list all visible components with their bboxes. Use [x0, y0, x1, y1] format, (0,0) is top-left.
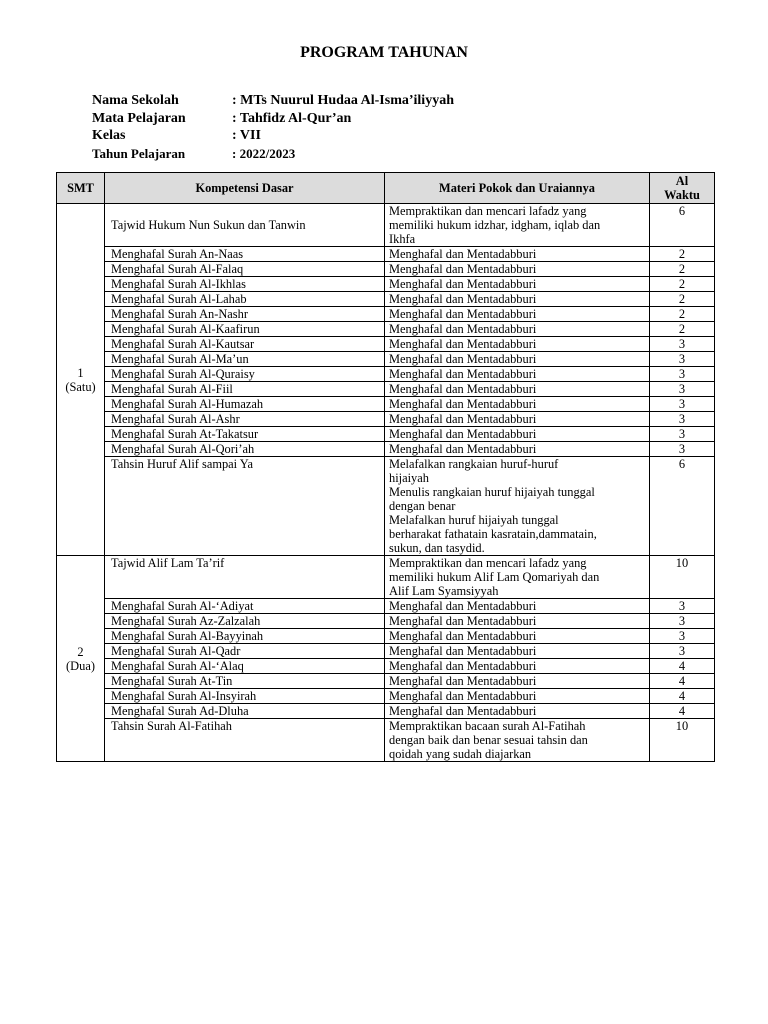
materi-cell — [385, 292, 650, 307]
kompetensi-dasar-cell: Menghafal Surah Al-Lahab — [105, 292, 385, 307]
materi-cell — [385, 397, 650, 412]
waktu-cell: 2 — [650, 292, 715, 307]
kompetensi-dasar-cell: Menghafal Surah Al-Ashr — [105, 412, 385, 427]
waktu-cell: 6 — [650, 457, 715, 556]
materi-cell — [385, 629, 650, 644]
materi-line: Menghafal dan Mentadabburi — [389, 322, 537, 336]
waktu-cell: 6 — [650, 204, 715, 247]
program-table — [56, 172, 715, 762]
table-row — [57, 599, 715, 614]
table-row — [57, 556, 715, 599]
waktu-cell: 10 — [650, 556, 715, 599]
table-body — [57, 204, 715, 762]
materi-line: hijaiyah — [389, 471, 429, 485]
kompetensi-dasar-cell: Tajwid Hukum Nun Sukun dan Tanwin — [105, 204, 385, 247]
table-row — [57, 367, 715, 382]
meta-label: Tahun Pelajaran — [92, 145, 186, 161]
document-meta — [92, 92, 454, 162]
kompetensi-dasar-cell: Menghafal Surah Al-Kautsar — [105, 337, 385, 352]
meta-row-class — [92, 127, 454, 145]
table-row — [57, 337, 715, 352]
materi-line: memiliki hukum idzhar, idgham, iqlab dan — [389, 218, 601, 232]
materi-cell — [385, 277, 650, 292]
table-row — [57, 397, 715, 412]
table-header-row — [57, 173, 715, 204]
materi-cell — [385, 352, 650, 367]
materi-cell — [385, 457, 650, 556]
kompetensi-dasar-cell: Menghafal Surah Al-‘Alaq — [105, 659, 385, 674]
kompetensi-dasar-cell: Tahsin Surah Al-Fatihah — [105, 719, 385, 762]
meta-row-school — [92, 92, 454, 110]
materi-cell — [385, 719, 650, 762]
table-row — [57, 307, 715, 322]
materi-cell — [385, 247, 650, 262]
materi-line: Mempraktikan dan mencari lafadz yang — [389, 204, 587, 218]
materi-line: Alif Lam Syamsiyyah — [389, 584, 499, 598]
kompetensi-dasar-cell: Menghafal Surah At-Tin — [105, 674, 385, 689]
materi-line: Menghafal dan Mentadabburi — [389, 599, 537, 613]
waktu-cell: 4 — [650, 659, 715, 674]
kompetensi-dasar-cell: Menghafal Surah Al-Falaq — [105, 262, 385, 277]
kompetensi-dasar-cell: Menghafal Surah Al-Qadr — [105, 644, 385, 659]
header-waktu-line-1: Al — [675, 174, 689, 188]
waktu-cell: 2 — [650, 307, 715, 322]
materi-line: Menghafal dan Mentadabburi — [389, 262, 537, 276]
materi-line: Menghafal dan Mentadabburi — [389, 659, 537, 673]
materi-line: Menulis rangkaian huruf hijaiyah tunggal — [389, 485, 595, 499]
materi-cell — [385, 307, 650, 322]
materi-cell — [385, 556, 650, 599]
materi-line: Menghafal dan Mentadabburi — [389, 397, 537, 411]
table-row — [57, 262, 715, 277]
materi-line: Mempraktikan bacaan surah Al-Fatihah — [389, 719, 586, 733]
table-row — [57, 322, 715, 337]
waktu-cell: 3 — [650, 412, 715, 427]
materi-line: dengan baik dan benar sesuai tahsin dan — [389, 733, 588, 747]
materi-cell — [385, 367, 650, 382]
waktu-cell: 2 — [650, 277, 715, 292]
materi-line: Menghafal dan Mentadabburi — [389, 629, 537, 643]
materi-cell — [385, 442, 650, 457]
kompetensi-dasar-cell: Tajwid Alif Lam Ta’rif — [105, 556, 385, 599]
waktu-cell: 3 — [650, 614, 715, 629]
materi-line: Menghafal dan Mentadabburi — [389, 352, 537, 366]
meta-value: : MTs Nuurul Hudaa Al-Isma’iliyyah — [232, 93, 454, 108]
meta-value: : 2022/2023 — [232, 145, 296, 161]
kompetensi-dasar-cell: Menghafal Surah Al-Quraisy — [105, 367, 385, 382]
kompetensi-dasar-cell: Menghafal Surah Al-Bayyinah — [105, 629, 385, 644]
meta-value: : VII — [232, 128, 261, 143]
kompetensi-dasar-cell: Menghafal Surah An-Nashr — [105, 307, 385, 322]
materi-line: Menghafal dan Mentadabburi — [389, 367, 537, 381]
kompetensi-dasar-cell: Menghafal Surah Al-Ikhlas — [105, 277, 385, 292]
materi-line: Menghafal dan Mentadabburi — [389, 292, 537, 306]
waktu-cell: 4 — [650, 689, 715, 704]
table-row — [57, 427, 715, 442]
waktu-cell: 10 — [650, 719, 715, 762]
materi-line: Menghafal dan Mentadabburi — [389, 614, 537, 628]
materi-line: Menghafal dan Mentadabburi — [389, 382, 537, 396]
materi-line: sukun, dan tasydid. — [389, 541, 485, 555]
kompetensi-dasar-cell: Menghafal Surah Ad-Dluha — [105, 704, 385, 719]
waktu-cell: 4 — [650, 674, 715, 689]
materi-cell — [385, 262, 650, 277]
meta-row-subject — [92, 110, 454, 128]
kompetensi-dasar-cell: Menghafal Surah An-Naas — [105, 247, 385, 262]
kompetensi-dasar-cell: Menghafal Surah Al-Ma’un — [105, 352, 385, 367]
table-row — [57, 614, 715, 629]
kompetensi-dasar-cell: Menghafal Surah Al-Qori’ah — [105, 442, 385, 457]
table-row — [57, 352, 715, 367]
table-row — [57, 412, 715, 427]
materi-line: Melafalkan huruf hijaiyah tunggal — [389, 513, 559, 527]
table-row — [57, 204, 715, 247]
materi-cell — [385, 322, 650, 337]
semester-word: (Satu) — [65, 379, 96, 394]
header-materi-pokok: Materi Pokok dan Uraiannya — [385, 173, 650, 204]
materi-line: Menghafal dan Mentadabburi — [389, 307, 537, 321]
kompetensi-dasar-cell: Menghafal Surah Al-‘Adiyat — [105, 599, 385, 614]
table-row — [57, 382, 715, 397]
materi-cell — [385, 204, 650, 247]
semester-word: (Dua) — [66, 658, 95, 673]
table-row — [57, 644, 715, 659]
waktu-cell: 3 — [650, 352, 715, 367]
waktu-cell: 2 — [650, 262, 715, 277]
meta-label: Nama Sekolah — [92, 93, 179, 108]
kompetensi-dasar-cell: Tahsin Huruf Alif sampai Ya — [105, 457, 385, 556]
materi-cell — [385, 337, 650, 352]
table-row — [57, 442, 715, 457]
materi-line: Menghafal dan Mentadabburi — [389, 689, 537, 703]
table-row — [57, 659, 715, 674]
semester-number: 2 — [77, 644, 84, 659]
materi-line: qoidah yang sudah diajarkan — [389, 747, 532, 761]
waktu-cell: 3 — [650, 629, 715, 644]
page-title: PROGRAM TAHUNAN — [300, 44, 468, 61]
materi-line: Melafalkan rangkaian huruf-huruf — [389, 457, 559, 471]
materi-line: Menghafal dan Mentadabburi — [389, 247, 537, 261]
waktu-cell: 3 — [650, 442, 715, 457]
waktu-cell: 3 — [650, 367, 715, 382]
waktu-cell: 3 — [650, 397, 715, 412]
waktu-cell: 4 — [650, 704, 715, 719]
materi-cell — [385, 614, 650, 629]
header-waktu-line-2: Waktu — [664, 188, 700, 202]
materi-cell — [385, 644, 650, 659]
meta-row-year — [92, 145, 454, 163]
materi-line: memiliki hukum Alif Lam Qomariyah dan — [389, 570, 600, 584]
waktu-cell: 3 — [650, 644, 715, 659]
table-row — [57, 674, 715, 689]
table-row — [57, 704, 715, 719]
semester-cell — [57, 556, 105, 762]
materi-line: berharakat fathatain kasratain,dammatain, — [389, 527, 597, 541]
meta-label: Kelas — [92, 128, 126, 143]
materi-cell — [385, 427, 650, 442]
table-row — [57, 457, 715, 556]
header-smt: SMT — [57, 173, 105, 204]
meta-label: Mata Pelajaran — [92, 110, 186, 126]
materi-cell — [385, 659, 650, 674]
materi-line: Ikhfa — [389, 232, 416, 246]
materi-line: dengan benar — [389, 499, 456, 513]
table-row — [57, 292, 715, 307]
waktu-cell: 3 — [650, 599, 715, 614]
waktu-cell: 3 — [650, 382, 715, 397]
materi-line: Menghafal dan Mentadabburi — [389, 337, 537, 351]
materi-line: Menghafal dan Mentadabburi — [389, 442, 537, 456]
materi-line: Menghafal dan Mentadabburi — [389, 704, 537, 718]
header-kompetensi-dasar: Kompetensi Dasar — [105, 173, 385, 204]
kompetensi-dasar-cell: Menghafal Surah Az-Zalzalah — [105, 614, 385, 629]
kompetensi-dasar-cell: Menghafal Surah At-Takatsur — [105, 427, 385, 442]
materi-line: Menghafal dan Mentadabburi — [389, 644, 537, 658]
waktu-cell: 3 — [650, 337, 715, 352]
materi-line: Menghafal dan Mentadabburi — [389, 277, 537, 291]
table-row — [57, 277, 715, 292]
materi-line: Mempraktikan dan mencari lafadz yang — [389, 556, 587, 570]
table-row — [57, 629, 715, 644]
waktu-cell: 3 — [650, 427, 715, 442]
materi-line: Menghafal dan Mentadabburi — [389, 427, 537, 441]
materi-cell — [385, 674, 650, 689]
kompetensi-dasar-cell: Menghafal Surah Al-Insyirah — [105, 689, 385, 704]
meta-value: : Tahfidz Al-Qur’an — [232, 110, 352, 126]
kompetensi-dasar-cell: Menghafal Surah Al-Fiil — [105, 382, 385, 397]
kompetensi-dasar-cell: Menghafal Surah Al-Humazah — [105, 397, 385, 412]
table-row — [57, 719, 715, 762]
table-row — [57, 689, 715, 704]
semester-number: 1 — [77, 365, 84, 380]
kompetensi-dasar-cell: Menghafal Surah Al-Kaafirun — [105, 322, 385, 337]
semester-cell — [57, 204, 105, 556]
materi-cell — [385, 599, 650, 614]
materi-cell — [385, 412, 650, 427]
waktu-cell: 2 — [650, 247, 715, 262]
materi-cell — [385, 689, 650, 704]
table-row — [57, 247, 715, 262]
materi-line: Menghafal dan Mentadabburi — [389, 412, 537, 426]
materi-line: Menghafal dan Mentadabburi — [389, 674, 537, 688]
waktu-cell: 2 — [650, 322, 715, 337]
materi-cell — [385, 704, 650, 719]
materi-cell — [385, 382, 650, 397]
header-alokasi-waktu — [650, 173, 715, 204]
